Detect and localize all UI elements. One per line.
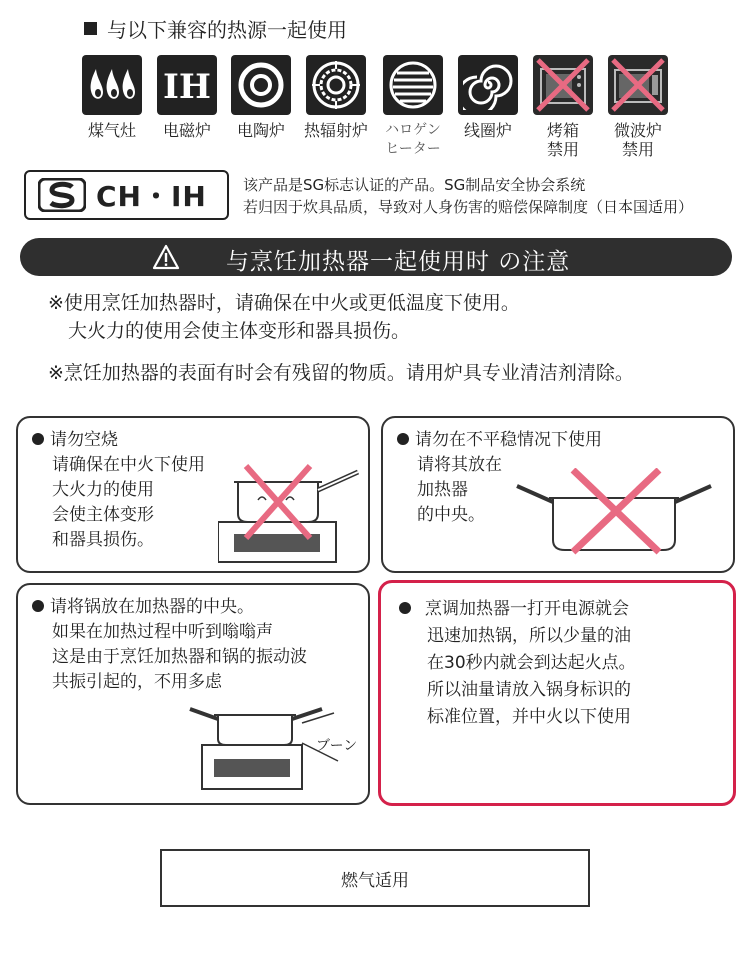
label-halogen-line1: ハロゲン — [385, 122, 441, 138]
caution-banner — [20, 238, 732, 276]
card-3-line2: 如果在加热过程中听到嗡嗡声 — [52, 622, 273, 642]
note-2-line1: ※烹饪加热器的表面有时会有残留的物质。请用炉具专业清洁剂清除。 — [48, 362, 634, 384]
ceramic-heater-icon — [231, 55, 291, 115]
card-1-line5: 和器具损伤。 — [52, 530, 154, 550]
card-oil-warning — [378, 580, 736, 806]
card-4-line4: 所以油量请放入锅身标识的 — [427, 680, 631, 700]
bullet-icon — [399, 602, 411, 614]
card-1-line2: 请确保在中火下使用 — [52, 455, 205, 475]
card-2-line1: 请勿在不平稳情况下使用 — [415, 430, 602, 450]
warning-icon — [152, 243, 180, 271]
card-1-line4: 会使主体变形 — [52, 505, 154, 525]
ih-icon — [157, 55, 217, 115]
note-2 — [48, 359, 634, 387]
card-2-line2: 请将其放在 — [417, 455, 502, 475]
label-radiant: 热辐射炉 — [303, 121, 368, 140]
sg-description-line1: 该产品是SG标志认证的产品。SG制品安全协会系统 — [243, 176, 586, 194]
note-1 — [48, 289, 520, 345]
card-2-line4: 的中央。 — [417, 505, 485, 525]
sg-logo-icon — [38, 178, 86, 212]
label-microwave-line2: 禁用 — [621, 140, 654, 159]
sg-description-line2: 若归因于炊具品质，导致对人身伤害的赔偿保障制度（日本国适用） — [243, 198, 694, 216]
halogen-heater-icon — [383, 55, 443, 115]
note-1-line1: ※使用烹饪加热器时，请确保在中火或更低温度下使用。 — [48, 292, 520, 314]
card-no-unstable-use — [381, 416, 735, 573]
svg-text:IH: IH — [162, 67, 212, 105]
card-place-center — [16, 583, 370, 805]
label-oven — [528, 121, 598, 159]
card-no-empty-heating — [16, 416, 370, 573]
card-4-text — [399, 596, 636, 731]
microwave-icon — [608, 55, 668, 115]
heading-text: 与以下兼容的热源一起使用 — [107, 18, 347, 42]
label-oven-line1: 烤箱 — [546, 121, 579, 140]
card-1-line3: 大火力的使用 — [52, 480, 154, 500]
compatibility-heading — [84, 14, 347, 43]
radiant-heater-icon — [306, 55, 366, 115]
bullet-icon — [32, 600, 44, 612]
card-4-line3: 在30秒内就会到达起火点。 — [427, 653, 636, 673]
card-3-line3: 这是由于烹饪加热器和锅的振动波 — [52, 647, 307, 667]
label-microwave — [603, 121, 673, 159]
label-microwave-line1: 微波炉 — [613, 121, 662, 140]
bullet-icon — [397, 433, 409, 445]
oven-icon — [533, 55, 593, 115]
bullet-icon — [32, 433, 44, 445]
sg-mark-logo — [24, 170, 229, 220]
label-oven-line2: 禁用 — [546, 140, 579, 159]
sound-label: ブーン — [316, 738, 358, 754]
label-gas-stove: 煤气灶 — [87, 121, 136, 140]
card-1-text — [32, 428, 205, 553]
card-4-line1: 烹调加热器一打开电源就会 — [425, 599, 629, 619]
label-coil: 线圈炉 — [463, 121, 512, 140]
card-2-line3: 加热器 — [417, 480, 468, 500]
flame-icon — [82, 55, 142, 115]
label-halogen — [378, 121, 448, 159]
sg-description — [243, 174, 693, 218]
label-ih: 电磁炉 — [162, 121, 211, 140]
coil-heater-icon — [458, 55, 518, 115]
card-4-line5: 标准位置，并中火以下使用 — [427, 707, 631, 727]
label-ceramic: 电陶炉 — [236, 121, 285, 140]
card-3-line1: 请将锅放在加热器的中央。 — [50, 597, 254, 617]
footer-text: 燃气适用 — [341, 870, 409, 891]
tilted-pot-illustration — [513, 468, 723, 558]
square-bullet-icon — [84, 22, 97, 35]
card-1-line1: 请勿空烧 — [50, 430, 118, 450]
card-3-line4: 共振引起的，不用多虑 — [52, 672, 222, 692]
card-4-line2: 迅速加热锅，所以少量的油 — [427, 626, 631, 646]
note-1-line2: 大火力的使用会使主体变形和器具损伤。 — [68, 320, 411, 342]
label-halogen-line2: ヒーター — [385, 141, 441, 157]
empty-pot-illustration — [218, 458, 368, 568]
card-3-text — [32, 595, 307, 695]
gas-compatible-label — [160, 849, 590, 907]
banner-title: 与烹饪加热器一起使用时 の注意 — [226, 249, 571, 275]
sg-logo-text: CH・IH — [96, 180, 207, 213]
